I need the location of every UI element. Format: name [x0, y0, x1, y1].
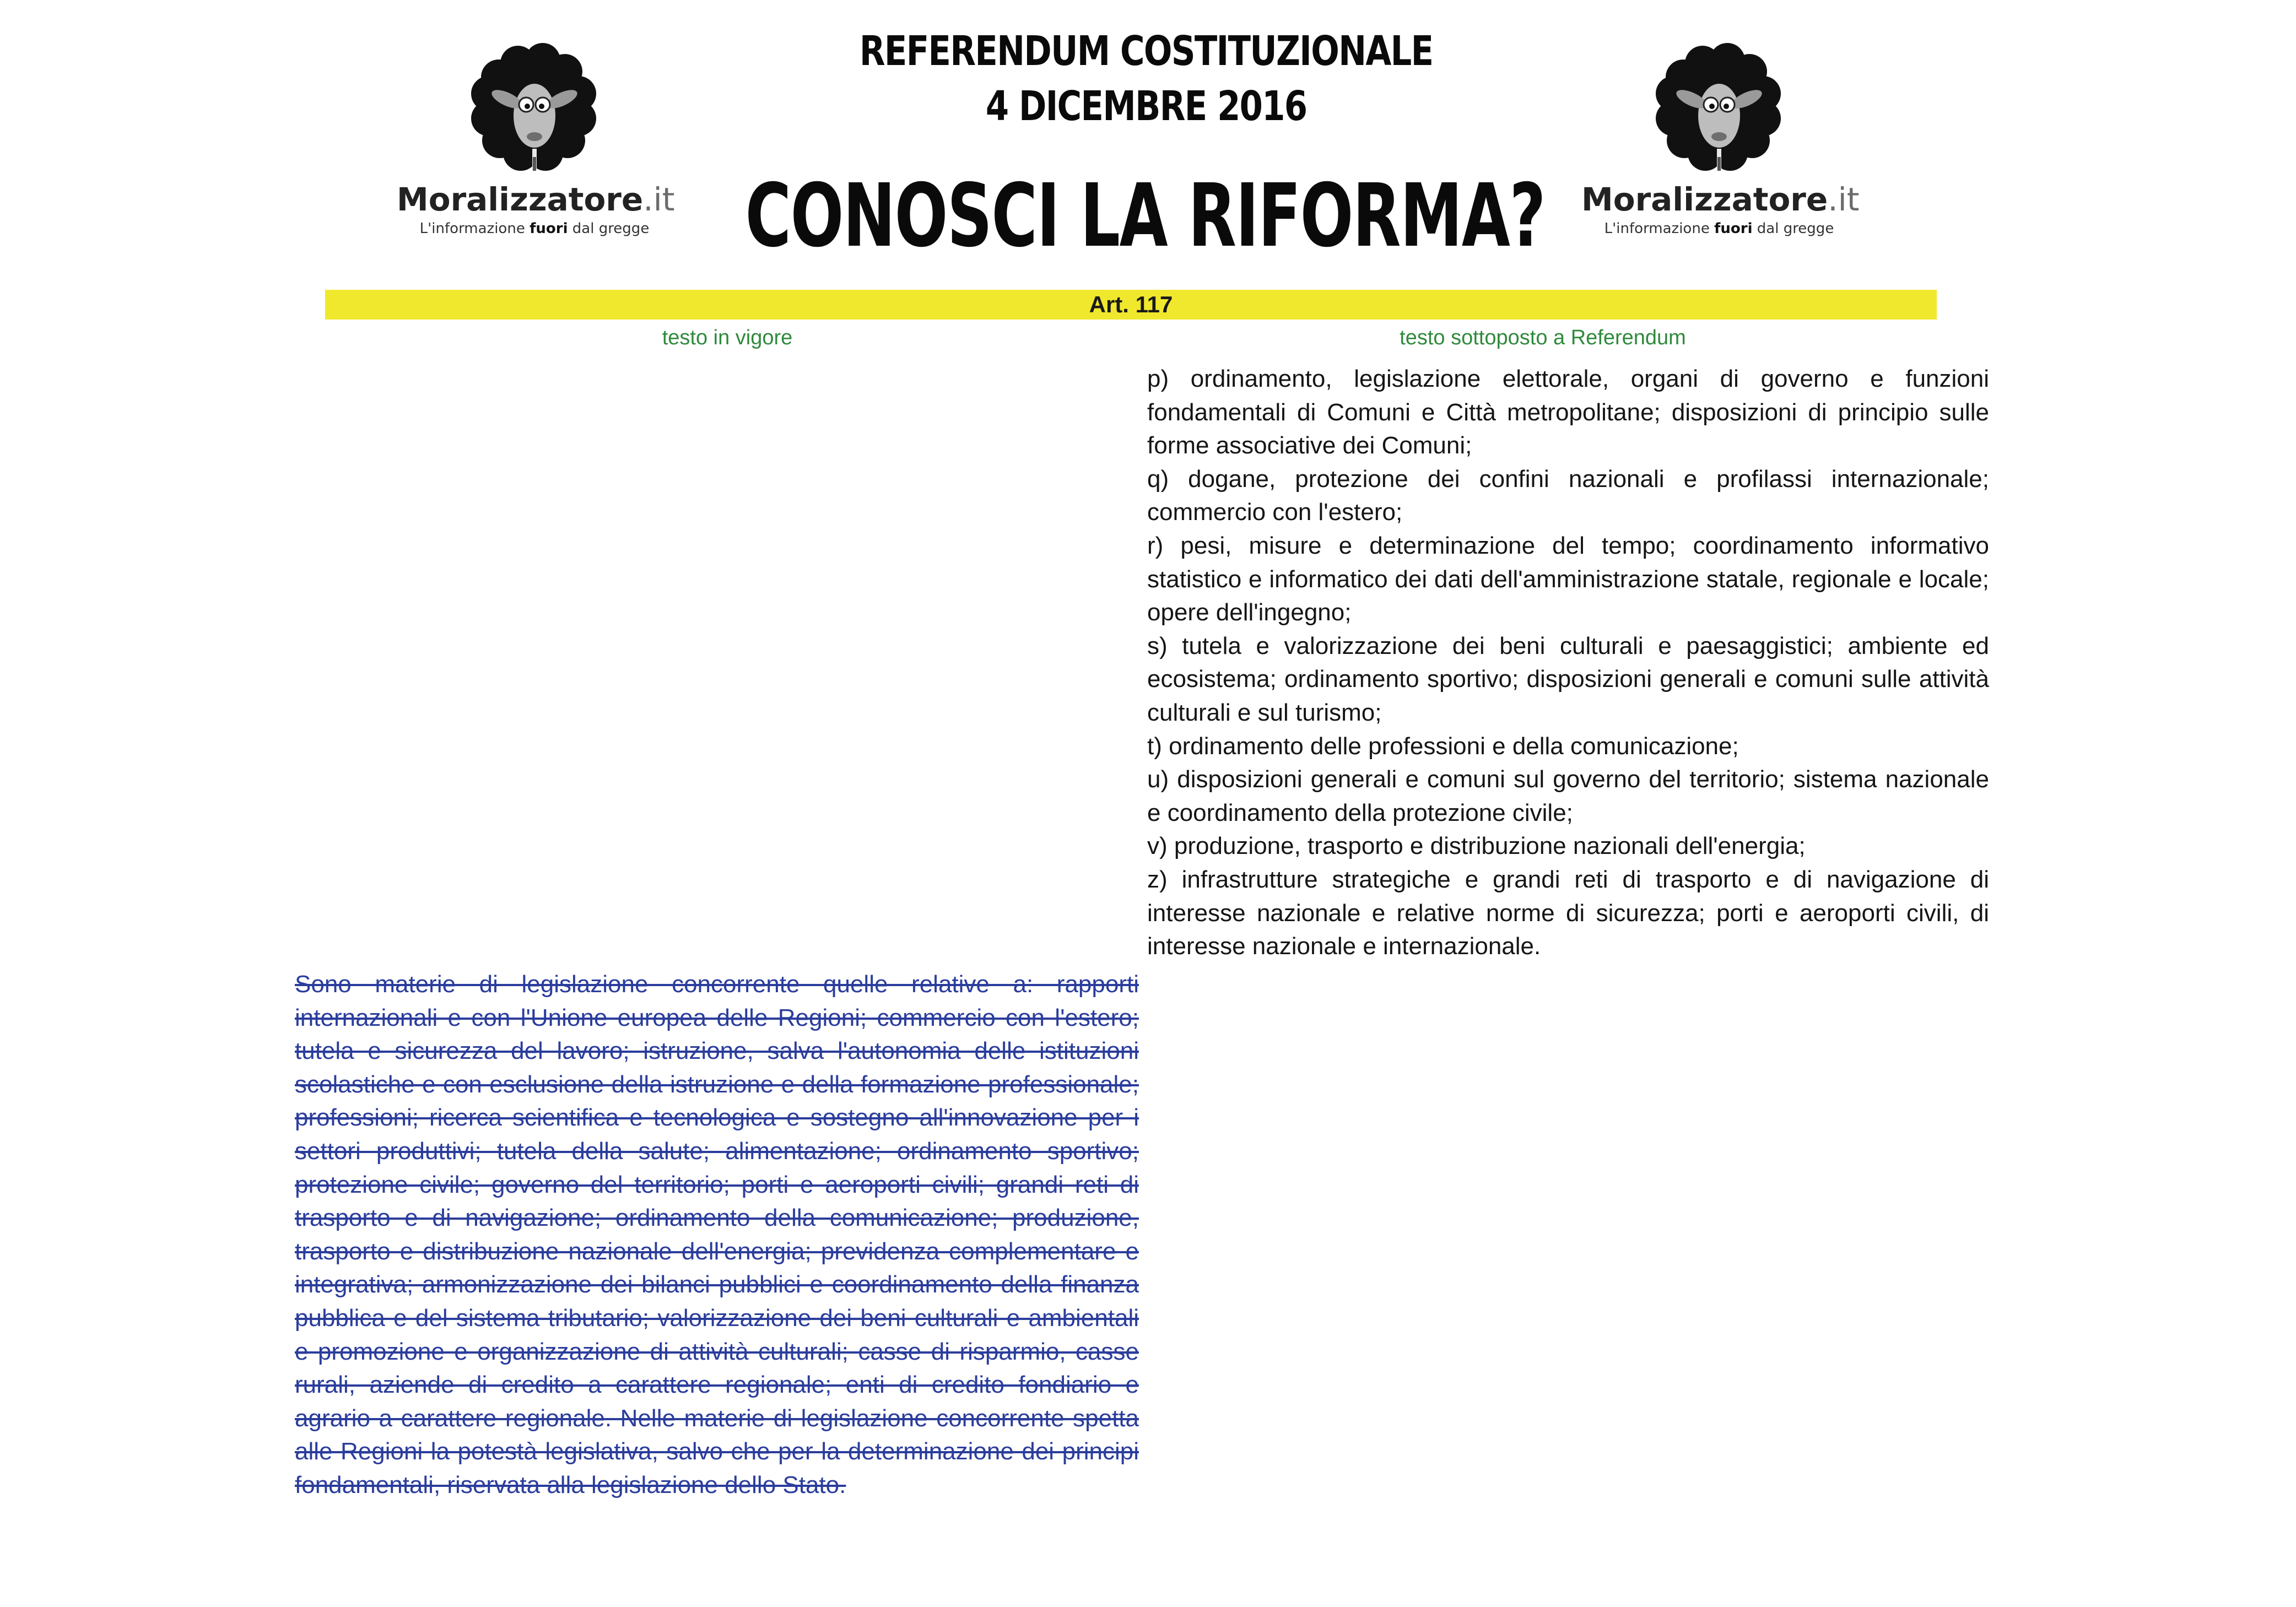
header-line-1: REFERENDUM COSTITUZIONALE	[859, 28, 1433, 75]
logo-suffix: .it	[643, 181, 675, 218]
referendum-item-z: z) infrastrutture strategiche e grandi reti di trasporto e di navigazione di interesse nazionale e relative norme di sicurezza; porti e aeroporti civili, di interesse nazionale e internazionale.	[1147, 865, 1989, 960]
logo-tagline-prefix: L'informazione	[1604, 220, 1715, 237]
referendum-item-p: p) ordinamento, legislazione elettorale, organi di governo e funzioni fondamentali di Comuni e Città metropolitane; disposizioni di principio sulle forme associative dei Comuni;	[1147, 365, 1989, 459]
logo-tagline-bold: fuori	[530, 220, 568, 237]
logo-tagline-suffix: dal gregge	[1752, 220, 1834, 237]
sheep-icon	[1650, 39, 1788, 176]
referendum-item-q: q) dogane, protezione dei confini nazionali e profilassi internazionale; commercio con l'estero;	[1147, 465, 1989, 526]
referendum-text	[1147, 362, 1989, 964]
referendum-item-v: v) produzione, trasporto e distribuzione nazionali dell'energia;	[1147, 832, 1806, 860]
logo-name: Moralizzatore	[1581, 181, 1828, 218]
page-title: CONOSCI LA RIFORMA?	[745, 165, 1546, 267]
header-line-2: 4 DICEMBRE 2016	[985, 83, 1307, 130]
column-label-referendum: testo sottoposto a Referendum	[1400, 326, 1686, 349]
logo-suffix: .it	[1828, 181, 1860, 218]
logo-right	[1581, 39, 1860, 253]
referendum-item-r: r) pesi, misure e determinazione del tempo; coordinamento informativo statistico e informatico dei dati dell'amministrazione statale, regionale e locale; opere dell'ingegno;	[1147, 532, 1989, 626]
logo-left	[397, 39, 675, 253]
logo-name: Moralizzatore	[397, 181, 644, 218]
referendum-item-s: s) tutela e valorizzazione dei beni culturali e paesaggistici; ambiente ed ecosistema; ordinamento sportivo; disposizioni generali e comuni sulle attività culturali e sul turismo;	[1147, 632, 1989, 726]
current-text-struck: Sono materie di legislazione concorrente quelle relative a: rapporti internazionali e con l'Unione europea delle Regioni; commercio con l'estero; tutela e sicurezza del lavoro; istruzione, salva l'autonomia delle istituzioni scolastiche e con esclusione della istruzione e della formazione professionale; professioni; ricerca scientifica e tecnologica e sostegno all'innovazione per i settori produttivi; tutela della salute; alimentazione; ordinamento sportivo; protezione civile; governo del territorio; porti e aeroporti civili; grandi reti di trasporto e di navigazione; ordinamento della comunicazione; produzione, trasporto e distribuzione nazionale dell'energia; previdenza complementare e integrativa; armonizzazione dei bilanci pubblici e coordinamento della finanza pubblica e del sistema tributario; valorizzazione dei beni culturali e ambientali e promozione e organizzazione di attività culturali; casse di risparmio, casse rurali, aziende di credito a carattere regionale; enti di credito fondiario e agrario a carattere regionale. Nelle materie di legislazione concorrente spetta alle Regioni la potestà legislativa, salvo che per la determinazione dei principi fondamentali, riservata alla legislazione dello Stato.	[295, 971, 1139, 1498]
article-title-bar: Art. 117	[325, 290, 1937, 320]
logo-tagline-bold: fuori	[1714, 220, 1753, 237]
referendum-item-u: u) disposizioni generali e comuni sul governo del territorio; sistema nazionale e coordinamento della protezione civile;	[1147, 766, 1989, 826]
column-label-current: testo in vigore	[662, 326, 793, 349]
referendum-item-t: t) ordinamento delle professioni e della comunicazione;	[1147, 732, 1739, 760]
sheep-icon	[466, 39, 603, 176]
logo-tagline-prefix: L'informazione	[419, 220, 530, 237]
logo-tagline-suffix: dal gregge	[568, 220, 650, 237]
